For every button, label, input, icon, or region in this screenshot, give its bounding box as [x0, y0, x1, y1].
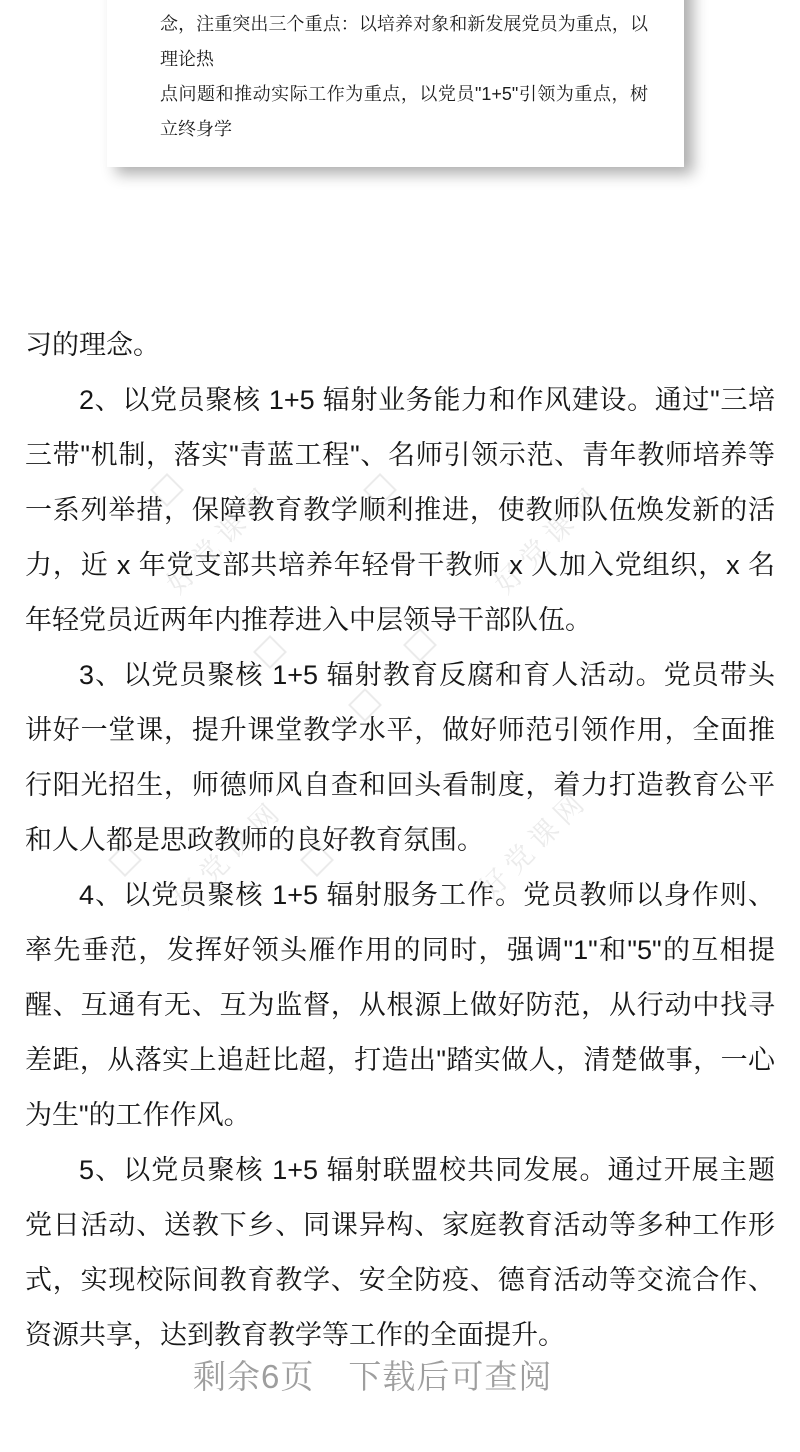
card-text-line: 点问题和推动实际工作为重点，以党员"1+5"引领为重点，树立终身学: [160, 84, 648, 139]
card-text-line: 念，注重突出三个重点：以培养对象和新发展党员为重点，以理论热: [160, 14, 648, 69]
watermark-text: 好党课网: [160, 478, 282, 600]
paragraph: 2、以党员聚核 1+5 辐射业务能力和作风建设。通过"三培三带"机制，落实"青蓝工程"、名师引领示范、青年教师培养等一系列举措，保障教育教学顺利推进，使教师队伍焕发新的活力，近 x 年党支部共培养年轻骨干教师 x 人加入党组织，x 名年轻党员近两年内推荐进入中层领导干部队伍。: [25, 385, 775, 635]
watermark-text: 好党课网: [488, 478, 610, 600]
watermark-text: 好党课网: [473, 783, 595, 905]
previous-page-preview-card: [107, 0, 684, 167]
previous-page-text: [160, 7, 648, 147]
paragraph: 4、以党员聚核 1+5 辐射服务工作。党员教师以身作则、率先垂范，发挥好领头雁作用的同时，强调"1"和"5"的互相提醒、互通有无、互为监督，从根源上做好防范，从行动中找寻差距，从落实上追赶比超，打造出"踏实做人，清楚做事，一心为生"的工作作风。: [25, 880, 775, 1130]
document-body: [25, 318, 775, 1363]
watermark-text: 好党课网: [168, 793, 290, 915]
paragraph: 5、以党员聚核 1+5 辐射联盟校共同发展。通过开展主题党日活动、送教下乡、同课异构、家庭教育活动等多种工作形式，实现校际间教育教学、安全防疫、德育活动等交流合作、资源共享，达到教育教学等工作的全面提升。: [25, 1155, 775, 1350]
remaining-pages-notice: 剩余6页 下载后可查阅: [193, 1358, 553, 1395]
paragraph: 3、以党员聚核 1+5 辐射教育反腐和育人活动。党员带头讲好一堂课，提升课堂教学水平，做好师范引领作用，全面推行阳光招生，师德师风自查和回头看制度，着力打造教育公平和人人都是思政教师的良好教育氛围。: [25, 660, 775, 855]
paragraph: 习的理念。: [25, 330, 160, 360]
